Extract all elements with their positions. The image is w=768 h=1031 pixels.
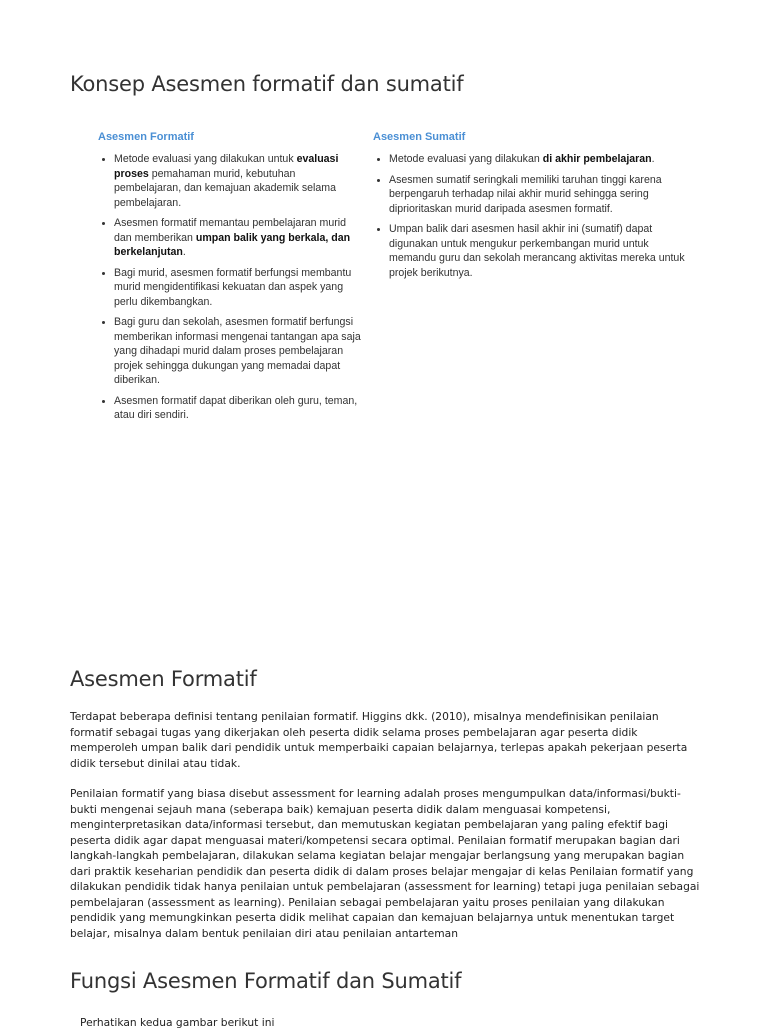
formatif-item xyxy=(114,394,364,423)
sumatif-heading: Asesmen Sumatif xyxy=(373,131,466,143)
formatif-item xyxy=(114,152,364,210)
sumatif-item xyxy=(389,173,694,217)
section-title-fungsi: Fungsi Asesmen Formatif dan Sumatif xyxy=(70,969,462,993)
paragraph-note: Perhatikan kedua gambar berikut ini xyxy=(80,1016,275,1029)
formatif-item xyxy=(114,315,364,388)
sumatif-item-suffix: . xyxy=(651,153,655,165)
formatif-item-text: Asesmen formatif memantau pembelajaran murid dan memberikan xyxy=(114,217,346,244)
sumatif-item-text: Metode evaluasi yang dilakukan xyxy=(389,153,543,165)
formatif-item-text: Asesmen formatif dapat diberikan oleh guru, teman, atau diri sendiri. xyxy=(114,394,358,421)
formatif-item-suffix: . xyxy=(182,246,186,258)
page-title: Konsep Asesmen formatif dan sumatif xyxy=(70,72,464,96)
sumatif-list xyxy=(373,152,694,286)
formatif-heading: Asesmen Formatif xyxy=(98,131,194,143)
formatif-item xyxy=(114,266,364,310)
formatif-item-text: Metode evaluasi yang dilakukan untuk xyxy=(114,153,297,165)
sumatif-item-emphasis: di akhir pembelajaran xyxy=(542,153,652,165)
sumatif-item xyxy=(389,222,694,280)
formatif-item-text: Bagi murid, asesmen formatif berfungsi membantu murid mengidentifikasi kekuatan dan aspek yang perlu dikembangkan. xyxy=(114,266,352,308)
paragraph-definition: Terdapat beberapa definisi tentang penilaian formatif. Higgins dkk. (2010), misalnya mendefinisikan penilaian formatif sebagai tugas yang dikerjakan oleh peserta didik selama proses pembelajaran agar peserta didik memperoleh umpan balik dari pendidik untuk memperbaiki capaian belajarnya, terlepas apakah pekerjaan peserta didik tersebut dinilai atau tidak. xyxy=(70,710,688,770)
formatif-item-emphasis: evaluasi proses xyxy=(114,153,339,180)
section-title-asesmen-formatif: Asesmen Formatif xyxy=(70,667,257,691)
formatif-item-emphasis: umpan balik yang berkala, dan berkelanjutan xyxy=(114,231,351,258)
sumatif-item-text: Asesmen sumatif seringkali memiliki taruhan tinggi karena berpengaruh terhadap nilai akhir murid sehingga sering diprioritaskan murid daripada asesmen formatif. xyxy=(389,173,662,215)
sumatif-item xyxy=(389,152,694,167)
paragraph-assessment-for-learning: Penilaian formatif yang biasa disebut assessment for learning adalah proses mengumpulkan data/informasi/bukti-bukti mengenai sejauh mana (seberapa baik) kemajuan peserta didik dalam menguasai kompetensi, menginterpretasikan data/informasi tersebut, dan memutuskan kegiatan pembelajaran yang paling efektif bagi peserta didik agar dapat menguasai materi/kompetensi secara optimal. Penilaian formatif merupakan bagian dari langkah-langkah pembelajaran, dilakukan selama kegiatan belajar mengajar berlangsung yang merupakan bagian dari praktik keseharian pendidik dan peserta didik di dalam proses belajar mengajar di kelas Penilaian formatif yang dilakukan pendidik tidak hanya penilaian untuk pembelajaran (assessment for learning) tetapi juga penilaian sebagai pembelajaran (assessment as learning). Penilaian sebagai pembelajaran yaitu proses penilaian yang dilakukan pendidik yang memungkinkan peserta didik melihat capaian dan kemajuan belajarnya untuk menentukan target belajar, misalnya dalam bentuk penilaian diri atau penilaian antarteman xyxy=(70,787,700,940)
formatif-item xyxy=(114,216,364,260)
formatif-item-suffix: pemahaman murid, kebutuhan pembelajaran, dan kemajuan akademik selama pembelajaran. xyxy=(114,167,337,209)
formatif-list xyxy=(98,152,364,429)
formatif-item-text: Bagi guru dan sekolah, asesmen formatif berfungsi memberikan informasi mengenai tantangan apa saja yang dihadapi murid dalam proses pembelajaran projek sehingga dukungan yang memadai dapat diberikan. xyxy=(114,316,361,386)
sumatif-item-text: Umpan balik dari asesmen hasil akhir ini (sumatif) dapat digunakan untuk mengukur perkembangan murid untuk memandu guru dan sekolah merancang aktivitas mereka untuk projek berikutnya. xyxy=(389,223,685,279)
